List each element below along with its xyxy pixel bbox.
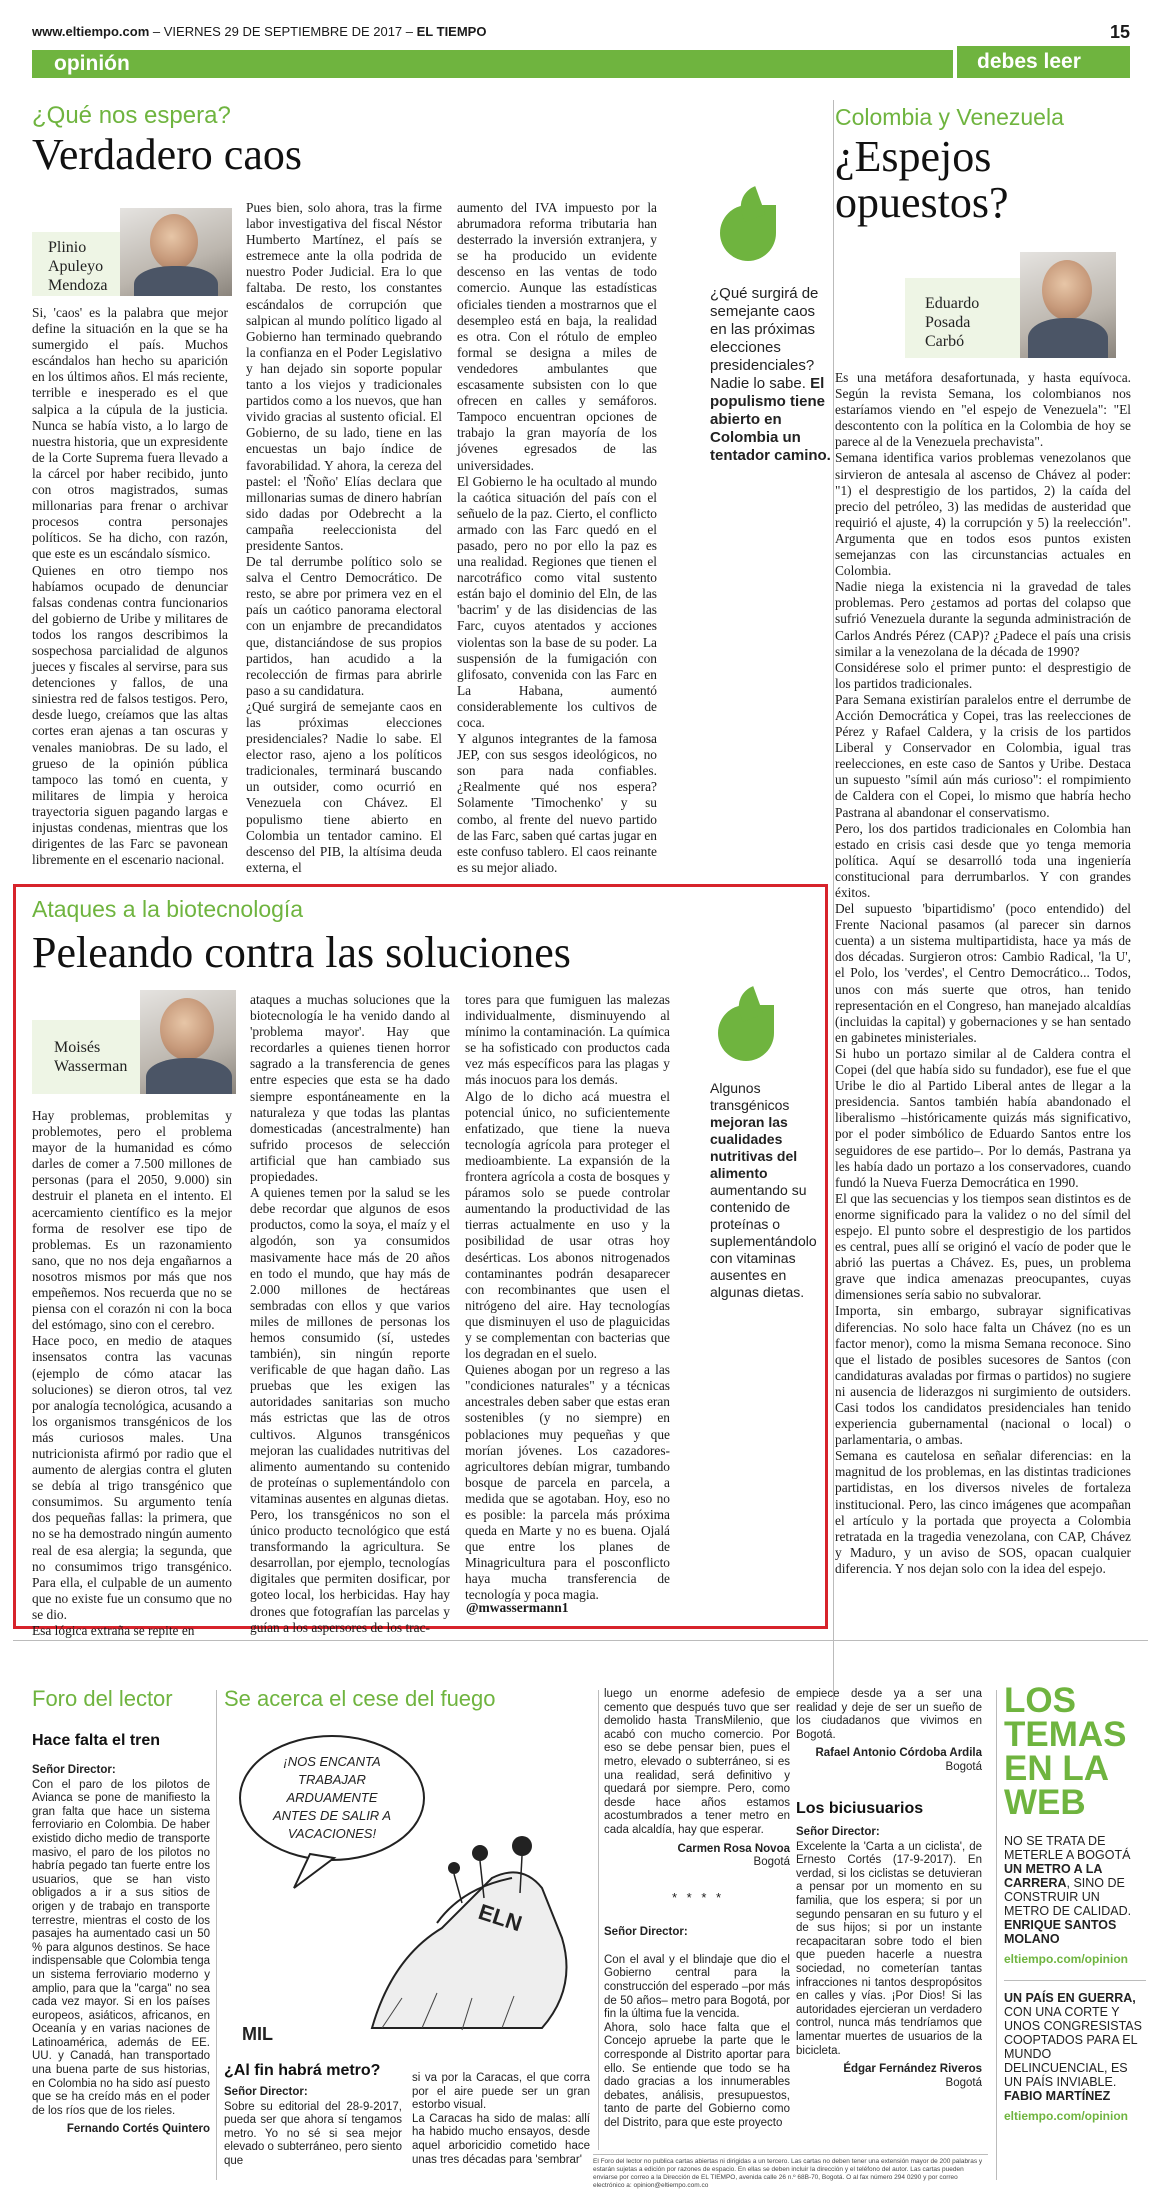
article2-author: Eduardo Posada Carbó [925, 295, 980, 350]
folio-line: www.eltiempo.com – VIERNES 29 DE SEPTIEMBRE DE 2017 – EL TIEMPO [32, 24, 487, 39]
letter3-end [796, 1688, 982, 1775]
cartoon-illustration [222, 1728, 602, 2053]
article3-pull-bold: mejoran las cualidades nutritivas del alimento [710, 1114, 798, 1181]
letter4-signature: Édgar Fernández Riveros [843, 2063, 982, 2076]
article2-kicker: Colombia y Venezuela [835, 104, 1064, 130]
temas-link-1[interactable]: eltiempo.com/opinion [1004, 1952, 1129, 1966]
letter1-salutation: Señor Director: [32, 1764, 116, 1776]
temas-link-2[interactable]: eltiempo.com/opinion [1004, 2109, 1129, 2123]
letter1-title: Hace falta el tren [32, 1732, 161, 1749]
separator-stars: * * * * [672, 1890, 725, 1905]
article1-pull-plain: ¿Qué surgirá de semejante caos en las próximas elecciones presidenciales? Nadie lo sabe. [710, 285, 819, 392]
letter3-body-b: empiece desde ya a ser una realidad y deje de ser un sueño de los ciudadanos que vivimos en Bogotá. [796, 1688, 982, 1741]
letter2-signature: Carmen Rosa Novoa [677, 1842, 790, 1855]
quote-mark-icon [720, 205, 776, 261]
temas-blurb-1-author: ENRIQUE SANTOS MOLANO [1004, 1918, 1117, 1946]
section-label: opinión [54, 52, 130, 75]
quote-mark-icon-2 [718, 1005, 774, 1061]
article3-pull-quote [710, 1080, 818, 1301]
bottom-rule-v2 [598, 1690, 599, 2150]
article1-headline: Verdadero caos [32, 130, 302, 179]
cartoon-bubble-line-1: ¡NOS ENCANTA [283, 1754, 381, 1769]
article2-body: Es una metáfora desafortunada, y hasta equívoca. Según la revista Semana, los colombianos nos estaríamos viendo en "el espejo de Venezuela": "El descontento con la política en la Colombia de hoy se parece al de la Venezuela prechavista". Semana identifica varios problemas venezolanos que sirvieron de antesala al ascenso de Chávez al poder: "1) el desprestigio de los partidos, 2) la caída del precio del petróleo, 3) las medidas de austeridad que requirió el ajuste, 4) la corrupción y 5) la reelección". Argumenta que en todos esos puntos existen semejanzas con las circunstancias actuales en Colombia. Nadie niega la existencia ni la gravedad de tales problemas. Pero ¿estamos ad portas del colapso que sufrió Venezuela durante la segunda administración de Carlos Andrés Pérez (CAP)? ¿Padece el país una crisis similar a la venezolana de la década de 1990? Considérese solo el primer punto: el desprestigio de los partidos tradicionales. Para Semana existirían paralelos entre el derrumbe de Acción Democrática y Copei, tras las reelecciones de Pérez y Rafael Caldera, y la crisis de los partidos Liberal y Conservador en Colombia, igual tras reelecciones, en este caso de Santos y Uribe. Destaca un supuesto "símil aún más curioso": el rompimiento de Caldera con el Copei, lo mismo que habría hecho Pastrana al abandonar el conservatismo. Pero, los dos partidos tradicionales en Colombia han estado en crisis casi desde que yo tenga memoria política. Aquí se desarrolló toda una ingeniería constitucional para derrumbarlos. Y con grandes éxitos. Del supuesto 'bipartidismo' (poco entendido) del Frente Nacional pasamos (al parecer sin darnos cuenta) a un sistema multipartidista, hace ya más de dos décadas. Surgieron otros: Cambio Radical, 'la U', el Polo, los 'verdes', el Centro Democrático... Todos, unos con más suerte que otros, han tenido representación en el Congreso, han manejado alcaldías (incluidas la capital) y gobernaciones y se han sentado en gabinetes ministeriales. Si hubo un portazo similar al de Caldera contra el Copei (del que había sido su fundador), ese fue el que Uribe le dio al Partido Liberal antes de llegar a la presidencia. Santos también había abandonado el liberalismo –históricamente quizás más significativo, por el poder simbólico de Eduardo Santos entre los seguidores de ese partido–. Por lo demás, Pastrana ya les había dado un portazo a los conservadores, cuando fundó la Nueva Fuerza Democrática en 1990. El que las secuencias y los tiempos sean distintos es de enorme significado para la validez o no del símil del espejo. El punto sobre el desprestigio de los partidos es central, pues allí se originó el vacío de poder que le abrió las puertas a Chávez. Es, pues, un problema grave que indica amenazas preocupantes, cuyas dimensiones sería sabio no subvalorar. Importa, sin embargo, subrayar significativas diferencias. No solo hace falta un Chávez (no es un factor menor), como la misma Semana reconoce. Sino que el listado de posibles sucesores de Santos (con candidaturas avaladas por firmas o partidos) no sugiere ni ausencia de liderazgos ni surgimiento de outsiders. Casi todos los candidatos presidenciales han tenido experiencia gubernamental (nacional o local) o parlamentaria, o ambas. Semana es cautelosa en señalar diferencias: en la magnitud de los problemas, en las distintas tradiciones partidistas, en los diversos niveles de fortaleza institucional. Pero, las cinco imágenes que acompañan el artículo y la portada que proyecta a Colombia retratada en la tragedia venezolana, con CAP, Chávez y Maduro, y un aviso de SOS, opacan cualquier diferencia. Y nos dejan solo con la idea del espejo. [835, 370, 1131, 1576]
cese-title: Se acerca el cese del fuego [224, 1686, 496, 1711]
temas-blurb-2-bold: UN PAÍS EN GUERRA, [1004, 1991, 1136, 2005]
letter3-city: Bogotá [945, 1760, 982, 1773]
bottom-rule-v1 [216, 1690, 217, 2180]
section-bar [32, 50, 1130, 78]
article3-column-3: tores para que fumiguen las malezas individualmente, disminuyendo al mínimo la contaminación. La química se ha sofisticado con productos cada vez más específicos para las plagas y más inocuos para los demás. Algo de lo dicho acá muestra el potencial único, no suficientemente enfatizado, que tiene la nueva tecnología agrícola para proteger el medioambiente. La expansión de la frontera agrícola a costa de bosques y páramos solo se puede controlar aumentando la productividad de las tierras actualmente en uso y la posibilidad de usar otras hoy desérticas. Los abonos nitrogenados contaminantes podrán desaparecer con recombinantes que usen el nitrógeno del aire. Hay tecnologías que disminuyen el uso de plaguicidas y se complementan con bacterias que los degradan en el suelo. Quienes abogan por un regreso a las "condiciones naturales" y a técnicas ancestrales deben saber que estas eran sostenibles (y no siempre) en poblaciones muy pequeñas y que morían jóvenes. Los cazadores-agricultores debían migrar, tumbando bosque de parcela en parcela, a medida que se agotaban. Hoy, eso no es posible: la parcela más próxima queda en Marte y no es buena. Ojalá que entre los planes de Minagricultura para el posconflicto haya mucha transferencia de tecnología y poca magia. [465, 992, 670, 1603]
article3-pull-a: Algunos transgénicos [710, 1080, 790, 1113]
temas-blurb-1 [1004, 1834, 1146, 1946]
article1-column-2: Pues bien, solo ahora, tras la firme labor investigativa del fiscal Néstor Humberto Martínez, el país se estremece ante la olla podrida de nuestro Poder Judicial. Era lo que faltaba. De resto, los constantes escándalos de corrupción que salpican al mundo político ligado al Gobierno han terminado quebrando la confianza en el Poder Legislativo y han dejado sin soporte popular tanto a los viejos y tradicionales partidos como a los nuevos, que han vivido gracias al sustento oficial. El Gobierno, de su lado, tiene en las encuestas un bajo índice de favorabilidad. Y ahora, la cereza del pastel: el 'Ñoño' Elías declara que millonarias sumas de dinero habrían sido dadas por Odebrecht a la campaña reeleccionista del presidente Santos. De tal derrumbe político solo se salva el Centro Democrático. De resto, se abre por primera vez en el país un caótico panorama electoral con un enjambre de precandidatos que, distanciándose de sus propios partidos, han acudido a la recolección de firmas para abrirle paso a su candidatura. ¿Qué surgirá de semejante caos en las próximas elecciones presidenciales? Nadie lo sabe. El elector raso, ajeno a los políticos tradicionales, terminará buscando un outsider, como ocurrió en Venezuela con Chávez. El populismo tiene abierto en Colombia un tentador camino. El descenso del PIB, la altísima deuda externa, el [246, 200, 442, 875]
cartoon-bubble-line-5: VACACIONES! [287, 1826, 377, 1841]
bottom-rule-v3 [996, 1690, 997, 2180]
bottom-rule [13, 1640, 1148, 1641]
column-rule [833, 100, 834, 1700]
article1-author-photo [120, 208, 232, 296]
must-read-tab: debes leer [955, 46, 1130, 78]
letter4-body: Excelente la 'Carta a un ciclista', de Ernesto Cortés (17-9-2017). En verdad, si los ciclistas se detuvieran a pensar por un momento en su familia, que los espera; si por un segundo pensaran en su futuro y el de sus hijos; si por un instante recapacitaran sobre todo el bien que pueden hacerle a nuestra sociedad, no cometerían tantas infracciones ni tantos despropósitos en calles y vías. ¡Por Dios! Si las autoridades ejercieran un verdadero control, nunca más tendríamos que lamentar muertes de usuarios de la bicicleta. [796, 1840, 982, 2057]
page-number: 15 [1109, 22, 1130, 42]
letter3-signature: Rafael Antonio Córdoba Ardila [815, 1747, 982, 1760]
letter2-part-a [224, 2086, 402, 2169]
temas-blurb-2-text: CON UNA CORTE Y UNOS CONGRESISTAS COOPTADOS PARA EL MUNDO DELINCUENCIAL, ES UN PAÍS INVIABLE. [1004, 2005, 1142, 2089]
article1-author: Plinio Apuleyo Mendoza [48, 239, 108, 294]
temas-blurb-2 [1004, 1980, 1146, 2103]
letter4 [796, 1826, 982, 2090]
letter3-body: Con el aval y el blindaje que dio el Gobierno central para la construcción del esperado –por más de 50 años– metro para Bogotá, por fin la última fue la vencida. Ahora, solo hace falta que el Concejo apruebe la parte que le corresponde al Distrito aportar para ello. Se entiende que todo se ha dado gracias a los innumerables debates, análisis, presupuestos, tanto de parte del Gobierno como del Distrito, para que este proyecto [604, 1953, 790, 2129]
foro-title: Foro del lector [32, 1686, 173, 1711]
article3-column-2: ataques a muchas soluciones que la biotecnología le ha venido dando al 'problema mayor'. Hay que recordarles a quienes tienen horror sagrado a la transferencia de genes entre especies que esta se ha dado siempre espontáneamente en la naturaleza y que todas las plantas domesticadas (ancestralmente) han sufrido procesos de selección artificial que han cambiado sus propiedades. A quienes temen por la salud se les debe recordar que algunos de esos productos, como la soya, el maíz y el algodón, son ya consumidos masivamente hace más de 20 años en todo el mundo, que hay más de 2.000 millones de hectáreas sembradas con ellos y que varios miles de millones de personas los hemos consumido (sí, ustedes también), sin ningún reporte verificable de que hagan daño. Las pruebas que les exigen las autoridades sanitarias son mucho más estrictas que las de otros cultivos. Algunos transgénicos mejoran las cualidades nutritivas del alimento aumentando su contenido de proteínas o suplementándolo con vitaminas ausentes en algunas dietas. Pero, los transgénicos no son el único producto tecnológico que está transformando la agricultura. Se desarrollan, por ejemplo, tecnologías digitales que permiten dosificar, por goteo local, los herbicidas. Hay hay drones que fotografían las parcelas y guían a los aspersores de los trac- [250, 992, 450, 1635]
article3-author: Moisés Wasserman [54, 1039, 128, 1075]
letter4-city: Bogotá [945, 2076, 982, 2089]
temas-blurb-1-a: NO SE TRATA DE METERLE A BOGOTÁ [1004, 1834, 1131, 1862]
folio-site: www.eltiempo.com [32, 24, 150, 39]
letter2-body-c: luego un enorme adefesio de cemento que después tuvo que ser demolido hasta TransMilenio, que acabó con mucho comercio. Por eso se debe pensar bien, pues el metro, elevado o subterráneo, si es una realidad, será definitivo y quedará por siempre. Pero, como desde hace años estamos acostumbrados a tener metro en cada alcaldía, hay que esperar. [604, 1688, 790, 1836]
page-folio [32, 22, 1130, 42]
letter4-title: Los biciusuarios [796, 1800, 924, 1817]
temas-en-la-web [1004, 1681, 1146, 2123]
cartoon-tag: ELN [475, 1898, 526, 1937]
temas-blurb-1-bold: UN METRO A LA CARRERA [1004, 1862, 1102, 1890]
folio-date: VIERNES 29 DE SEPTIEMBRE DE 2017 [163, 24, 403, 39]
cartoon-signature: MIL [242, 2024, 273, 2044]
letter2-body-a: Sobre su editorial del 28-9-2017, pueda ser que ahora sí tengamos metro. Yo no sé si sea mejor elevado o subterráneo, pero siento que [224, 2100, 402, 2167]
article3-twitter-handle: @mwassermann1 [466, 1600, 569, 1615]
folio-paper: EL TIEMPO [416, 24, 487, 39]
article3-headline: Peleando contra las soluciones [32, 928, 571, 977]
letter2-part-c [604, 1688, 790, 1870]
article2-author-photo [1020, 252, 1116, 358]
letter4-salutation: Señor Director: [796, 1826, 880, 1838]
article3-kicker: Ataques a la biotecnología [32, 896, 304, 922]
cartoon-bubble-line-3: ARDUAMENTE [286, 1790, 378, 1805]
cartoon-bubble-line-4: ANTES DE SALIR A [273, 1808, 391, 1823]
letter2-salutation: Señor Director: [224, 2086, 308, 2098]
letter2-body-b: si va por la Caracas, el que corra por el aire puede ser un gran estorbo visual. La Caracas ha sido de malas: allí ha habido mucho ensayos, desde aquel arboricidio cometido hace unas tres décadas para 'sembrar' [412, 2072, 590, 2166]
letter1-body: Con el paro de los pilotos de Avianca se pone de manifiesto la gran falta que hace un sistema ferroviario en Colombia. De haber existido dicho medio de transporte masivo, el paro de los pilotos no habría pegado tan fuerte entre los usuarios, que se han visto obligados a ir a sus sitios de origen y de trabajo en transporte terrestre, mientras el costo de los pasajes ha aumentado casi un 50 % para algunos destinos. Se hace indispensable que Colombia tenga un sistema ferroviario moderno y amplio, para que la "carga" no sea cada vez mayor. Si en los países europeos, asiáticos, africanos, en Oceanía y en varias naciones de Latinoamérica, además de EE. UU. y Canadá, han transportado una buena parte de sus historias, en Colombia no ha sido así puesto que se ha creído más en el poder de los ríos que de los rieles. [32, 1778, 210, 2117]
foro-footnote: El Foro del lector no publica cartas abiertas ni dirigidas a un tercero. Las cartas no deben tener una extensión mayor de 200 palabras y estarán sujetas a edición por razones de espacio. En ellas se deben incluir la dirección y el teléfono del autor. Las cartas pueden enviarse por correo a la Dirección de EL TIEMPO, avenida calle 26 n.º 68B-70, Bogotá. O al fax número 294 0290 y por correo electrónico a: opinion@eltiempo.com.co [593, 2154, 988, 2190]
letter3 [604, 1912, 790, 2131]
article3-pull-b: aumentando su contenido de proteínas o suplementándolo con vitaminas ausentes en algunas dietas. [710, 1182, 817, 1300]
letter1-signature: Fernando Cortés Quintero [66, 2123, 210, 2136]
letter3-salutation: Señor Director: [604, 1925, 688, 1938]
letter2-title: ¿Al fin habrá metro? [224, 2062, 381, 2079]
article1-kicker: ¿Qué nos espera? [32, 102, 231, 129]
article1-column-3: aumento del IVA impuesto por la abrumadora reforma tributaria han desterrado la inversión extranjera, y se ha producido un evidente descenso en las ventas de todo comercio. Aunque las estadísticas oficiales tienden a mostrarnos que el desempleo está en baja, la realidad es otra. Con el rótulo de empleo formal se designa a miles de vendedores ambulantes que escasamente subsisten con lo que ofrecen en calles y semáforos. Tampoco encuentran opciones de trabajo la gran mayoría de los jóvenes egresados de las universidades. El Gobierno le ha ocultado al mundo la caótica situación del país con el señuelo de la paz. Cierto, el conflicto armado con las Farc quedó en el pasado, pero no por ello la paz es una realidad. Regiones que tienen el narcotráfico como vital sustento están bajo el dominio del Eln, de las 'bacrim' y de las disidencias de las Farc, cuyos atentados y acciones violentas son la base de su poder. La suspensión de la fumigación con glifosato, convenida con las Farc en La Habana, aumentó considerablemente los cultivos de coca. Y algunos integrantes de la famosa JEP, con sus sesgos ideológicos, no son para nada confiables. ¿Realmente qué nos espera? Solamente 'Timochenko' y su combo, al frente del nuevo partido de las Farc, saben qué cartas jugar en este confuso tablero. El caos reinante es su mejor aliado. [457, 200, 657, 875]
letter2-city: Bogotá [753, 1856, 790, 1869]
article1-pull-quote [710, 285, 835, 465]
article2-headline: ¿Espejos opuestos? [835, 132, 1009, 227]
article1-column-1: Si, 'caos' es la palabra que mejor define la situación en la que se ha sumergido el país. Muchos escándalos han hecho su aparición en los últimos años. El más reciente, terrible e inesperado es el que salpica a la cúpula de la justicia. Nunca se había visto, a lo largo de nuestra historia, que un expresidente de la Corte Suprema fuera llevado a la cárcel por haber recibido, junto con otros magistrados, sumas millonarias para frenar o archivar procesos contra personajes políticos. Se ha dicho, con razón, que este es un escándalo sísmico. Quienes en otro tiempo nos habíamos ocupado de denunciar falsas condenas contra funcionarios del gobierno de Uribe y militares de todos los rangos describimos la sospechosa parcialidad de algunos jueces y fiscales al servirse, para sus detenciones y fallos, de una siniestra red de falsos testigos. Pero, desde luego, creíamos que las altas cortes eran ajenas a tan oscuras y venales maniobras. De su lado, el grueso de la opinión pública tampoco las tomó en cuenta, y militares de limpia y heroica trayectoria siguen pagando largas e injustas condenas, mientras que los dirigentes de las Farc se pavonean libremente en el escenario nacional. [32, 305, 228, 868]
article3-author-photo [140, 990, 236, 1094]
temas-title: LOS TEMAS EN LA WEB [1004, 1681, 1127, 1822]
cartoon-bubble-line-2: TRABAJAR [298, 1772, 366, 1787]
temas-blurb-2-author: FABIO MARTÍNEZ [1004, 2089, 1111, 2103]
temas-blurb-1-b: , SINO DE CONSTRUIR UN METRO DE CALIDAD. [1004, 1876, 1132, 1918]
article3-column-1: Hay problemas, problemitas y problemotes, pero el problema mayor de la humanidad es cómo darles de comer a 7.500 millones de personas (para el 2050, 9.000) sin destruir el planeta en el intento. El acercamiento científico es la mejor forma de resolver ese tipo de problemas. Es un razonamiento sano, que no nos deja engañarnos a nosotros mismos por más que nos empeñemos. Nos recuerda que no se piensa con el corazón ni con la boca del estómago, sino con el cerebro. Hace poco, en medio de ataques insensatos contra las vacunas (ejemplo de cómo atacar las soluciones) se dieron otros, tal vez por analogía tecnológica, acusando a los organismos transgénicos de los más curiosos males. Una nutricionista afirmó por radio que el aumento de alergias contra el gluten se debía al trigo transgénico que consumimos. Su argumento tenía dos pequeñas fallas: la primera, que no se ha demostrado ningún aumento real de esa alergia; la segunda, que no consumimos trigo transgénico. Para ella, el culpable de un aumento que no existe fue un consumo que no se dio. Esa lógica extraña se repite en [32, 1108, 232, 1638]
letter1 [32, 1764, 210, 2137]
article1-pull-bold: El populismo tiene abierto en Colombia un tentador camino. [710, 375, 831, 464]
